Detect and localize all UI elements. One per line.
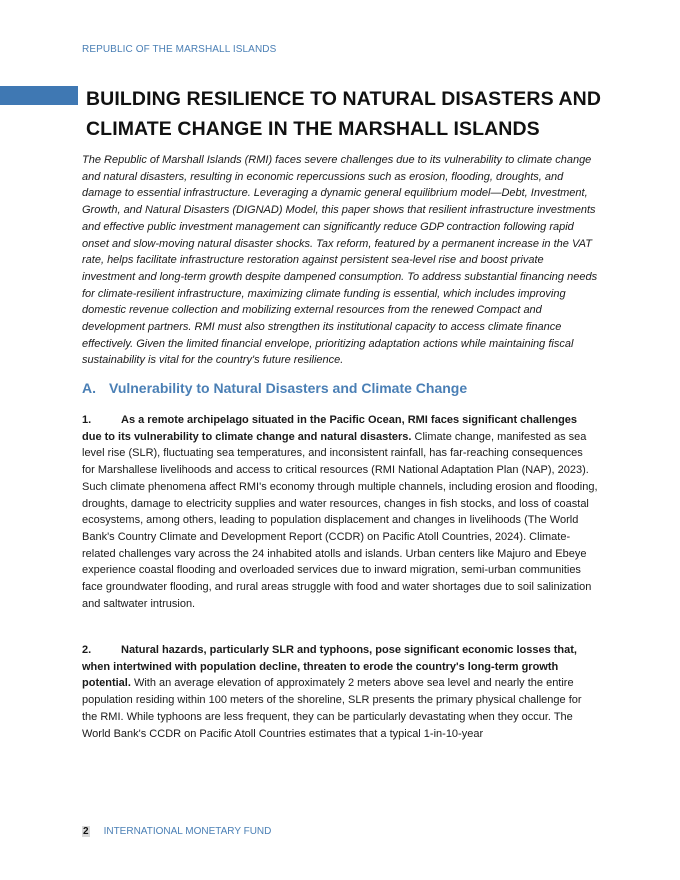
running-header: REPUBLIC OF THE MARSHALL ISLANDS: [82, 44, 277, 55]
paragraph-2: [82, 642, 598, 742]
section-heading: [82, 380, 467, 396]
paragraph-1: [82, 412, 598, 612]
paragraph-number: 1.: [82, 414, 92, 426]
footer-organization: INTERNATIONAL MONETARY FUND: [103, 826, 272, 837]
paragraph-lead: As a remote archipelago situated in the Pacific Ocean, RMI faces significant challenges due to its vulnerability to climate change and natural disasters.: [82, 414, 578, 443]
paragraph-body: Climate change, manifested as sea level rise (SLR), fluctuating sea temperatures, and inconsistent rainfall, has far-reaching consequences for Marshallese livelihoods and access to critical resources (RMI National Adaptation Plan (NAP), 2023). Such climate phenomena affect RMI's economy through multiple channels, including erosion and flooding, droughts, damage to electricity supplies and water resources, changes in fish stocks, and loss of coastal ecosystems, among others, leading to population displacement and changes in livelihoods (The World Bank's Country Climate and Development Report (CCDR) on Pacific Atoll Countries, 2024). Climate-related challenges vary across the 24 inhabited atolls and islands. Urban centers like Majuro and Ebeye experience coastal flooding and overloaded services due to inward migration, semi-urban communities face groundwater flooding, and rural areas struggle with food and water shortages due to soil salinization and saltwater intrusion.: [82, 430, 598, 610]
abstract: The Republic of Marshall Islands (RMI) faces severe challenges due to its vulnerability to climate change and natural disasters, resulting in economic repercussions such as erosion, flooding, droughts, and damage to essential infrastructure. Leveraging a dynamic general equilibrium model—Debt, Investment, Growth, and Natural Disasters (DIGNAD) Model, this paper shows that resilient infrastructure investments and effective public investment management can significantly reduce GDP contraction following rapid onset and slow-moving natural disaster shocks. Tax reform, featured by a permanent increase in the VAT rate, helps facilitate infrastructure restoration against persistent sea-level rise and boost private investment and long-term growth despite dampened consumption. To address substantial financing needs for climate-resilient infrastructure, maximizing climate funding is essential, which includes improving domestic revenue collection and mobilizing external resources from the renewed Compact and development partners. RMI must also strengthen its institutional capacity to access climate finance effectively. Given the limited financial envelope, prioritizing adaptation actions while maintaining fiscal sustainability is vital for the country's future resilience.: [82, 154, 598, 367]
title-accent-bar: [0, 86, 78, 105]
section-number: A.: [82, 380, 96, 396]
page-number: 2: [83, 826, 89, 837]
paragraph-lead: Natural hazards, particularly SLR and typhoons, pose significant economic losses that, when intertwined with population decline, threaten to erode the country's long-term growth potential.: [82, 644, 577, 690]
page-title: BUILDING RESILIENCE TO NATURAL DISASTERS AND CLIMATE CHANGE IN THE MARSHALL ISLANDS: [86, 88, 602, 140]
page-footer: [82, 826, 271, 837]
section-title: Vulnerability to Natural Disasters and Climate Change: [109, 380, 468, 396]
paragraph-body: With an average elevation of approximately 2 meters above sea level and nearly the entire population residing within 100 meters of the shoreline, SLR presents the primary physical challenge for the RMI. While typhoons are less frequent, they can be particularly devastating when they occur. The World Bank's CCDR on Pacific Atoll Countries estimates that a typical 1-in-10-year: [82, 677, 582, 740]
paragraph-number: 2.: [82, 644, 92, 656]
